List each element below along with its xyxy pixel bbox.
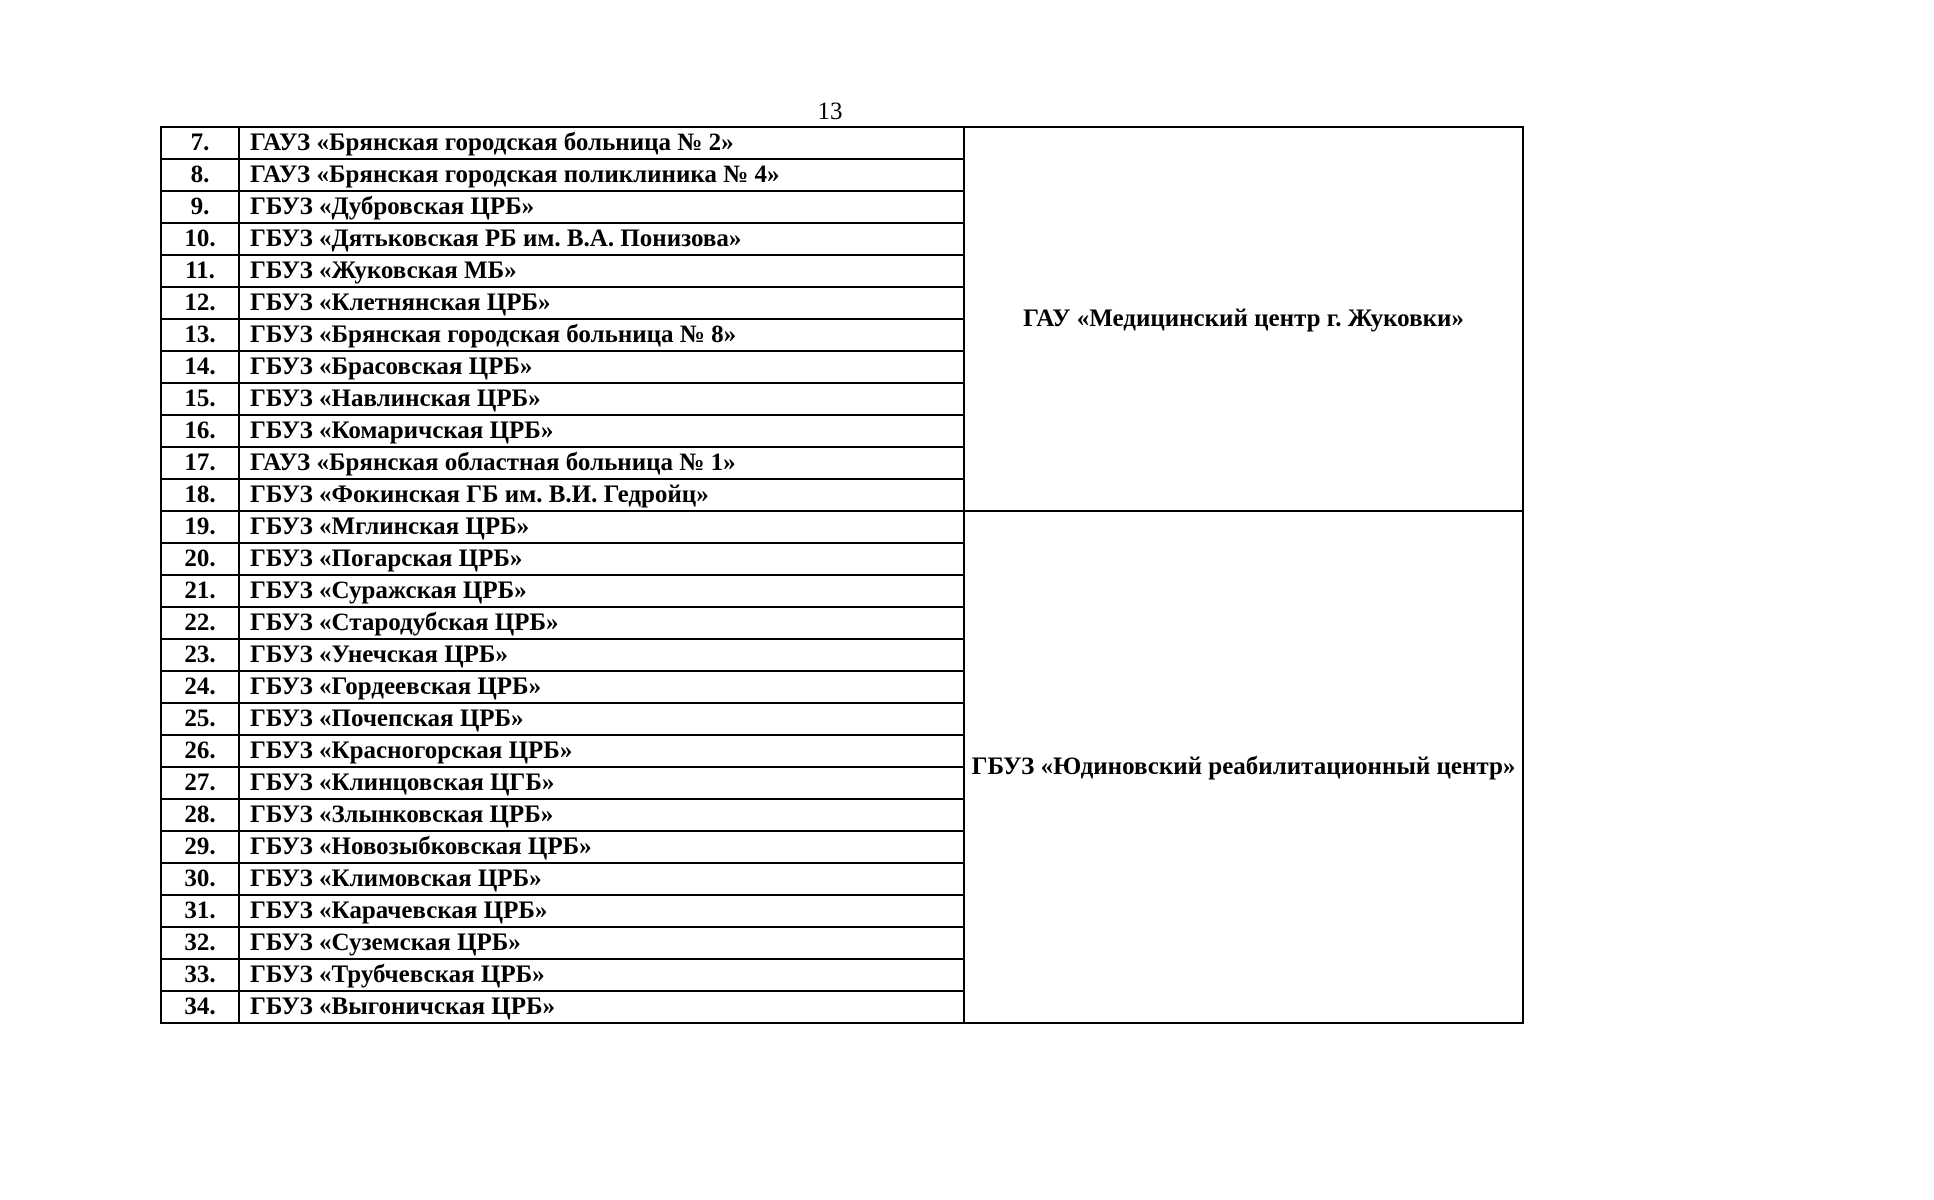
row-number: 10.	[161, 223, 239, 255]
institution-name: ГАУЗ «Брянская областная больница № 1»	[239, 447, 964, 479]
institution-name: ГБУЗ «Мглинская ЦРБ»	[239, 511, 964, 543]
institution-name: ГБУЗ «Жуковская МБ»	[239, 255, 964, 287]
row-number: 7.	[161, 127, 239, 159]
row-number: 20.	[161, 543, 239, 575]
institution-name: ГБУЗ «Дубровская ЦРБ»	[239, 191, 964, 223]
row-number: 13.	[161, 319, 239, 351]
institution-name: ГБУЗ «Климовская ЦРБ»	[239, 863, 964, 895]
institution-name: ГАУЗ «Брянская городская больница № 2»	[239, 127, 964, 159]
row-number: 19.	[161, 511, 239, 543]
organizations-table	[160, 126, 1524, 1024]
row-number: 14.	[161, 351, 239, 383]
page-number: 13	[817, 98, 843, 125]
institution-name: ГБУЗ «Клинцовская ЦГБ»	[239, 767, 964, 799]
row-number: 17.	[161, 447, 239, 479]
table-row	[161, 511, 1523, 543]
row-number: 26.	[161, 735, 239, 767]
institution-name: ГБУЗ «Выгоничская ЦРБ»	[239, 991, 964, 1023]
institution-name: ГБУЗ «Стародубская ЦРБ»	[239, 607, 964, 639]
assigned-center: ГБУЗ «Юдиновский реабилитационный центр»	[964, 511, 1523, 1023]
institution-name: ГБУЗ «Новозыбковская ЦРБ»	[239, 831, 964, 863]
institution-name: ГБУЗ «Фокинская ГБ им. В.И. Гедройц»	[239, 479, 964, 511]
row-number: 28.	[161, 799, 239, 831]
row-number: 9.	[161, 191, 239, 223]
institution-name: ГБУЗ «Унечская ЦРБ»	[239, 639, 964, 671]
institution-name: ГБУЗ «Клетнянская ЦРБ»	[239, 287, 964, 319]
institution-name: ГБУЗ «Брасовская ЦРБ»	[239, 351, 964, 383]
institution-name: ГБУЗ «Навлинская ЦРБ»	[239, 383, 964, 415]
institution-name: ГБУЗ «Дятьковская РБ им. В.А. Понизова»	[239, 223, 964, 255]
institution-name: ГБУЗ «Карачевская ЦРБ»	[239, 895, 964, 927]
row-number: 23.	[161, 639, 239, 671]
row-number: 25.	[161, 703, 239, 735]
institution-name: ГАУЗ «Брянская городская поликлиника № 4»	[239, 159, 964, 191]
institution-name: ГБУЗ «Трубчевская ЦРБ»	[239, 959, 964, 991]
table-body	[161, 127, 1523, 1023]
row-number: 22.	[161, 607, 239, 639]
row-number: 24.	[161, 671, 239, 703]
institution-name: ГБУЗ «Злынковская ЦРБ»	[239, 799, 964, 831]
institution-name: ГБУЗ «Брянская городская больница № 8»	[239, 319, 964, 351]
row-number: 34.	[161, 991, 239, 1023]
row-number: 8.	[161, 159, 239, 191]
row-number: 29.	[161, 831, 239, 863]
institution-name: ГБУЗ «Почепская ЦРБ»	[239, 703, 964, 735]
row-number: 11.	[161, 255, 239, 287]
row-number: 32.	[161, 927, 239, 959]
institution-name: ГБУЗ «Суземская ЦРБ»	[239, 927, 964, 959]
institution-name: ГБУЗ «Погарская ЦРБ»	[239, 543, 964, 575]
row-number: 31.	[161, 895, 239, 927]
row-number: 27.	[161, 767, 239, 799]
row-number: 18.	[161, 479, 239, 511]
row-number: 21.	[161, 575, 239, 607]
row-number: 33.	[161, 959, 239, 991]
row-number: 15.	[161, 383, 239, 415]
institution-name: ГБУЗ «Гордеевская ЦРБ»	[239, 671, 964, 703]
row-number: 16.	[161, 415, 239, 447]
row-number: 30.	[161, 863, 239, 895]
institution-name: ГБУЗ «Красногорская ЦРБ»	[239, 735, 964, 767]
institution-name: ГБУЗ «Суражская ЦРБ»	[239, 575, 964, 607]
assigned-center: ГАУ «Медицинский центр г. Жуковки»	[964, 127, 1523, 511]
table-row	[161, 127, 1523, 159]
institution-name: ГБУЗ «Комаричская ЦРБ»	[239, 415, 964, 447]
row-number: 12.	[161, 287, 239, 319]
